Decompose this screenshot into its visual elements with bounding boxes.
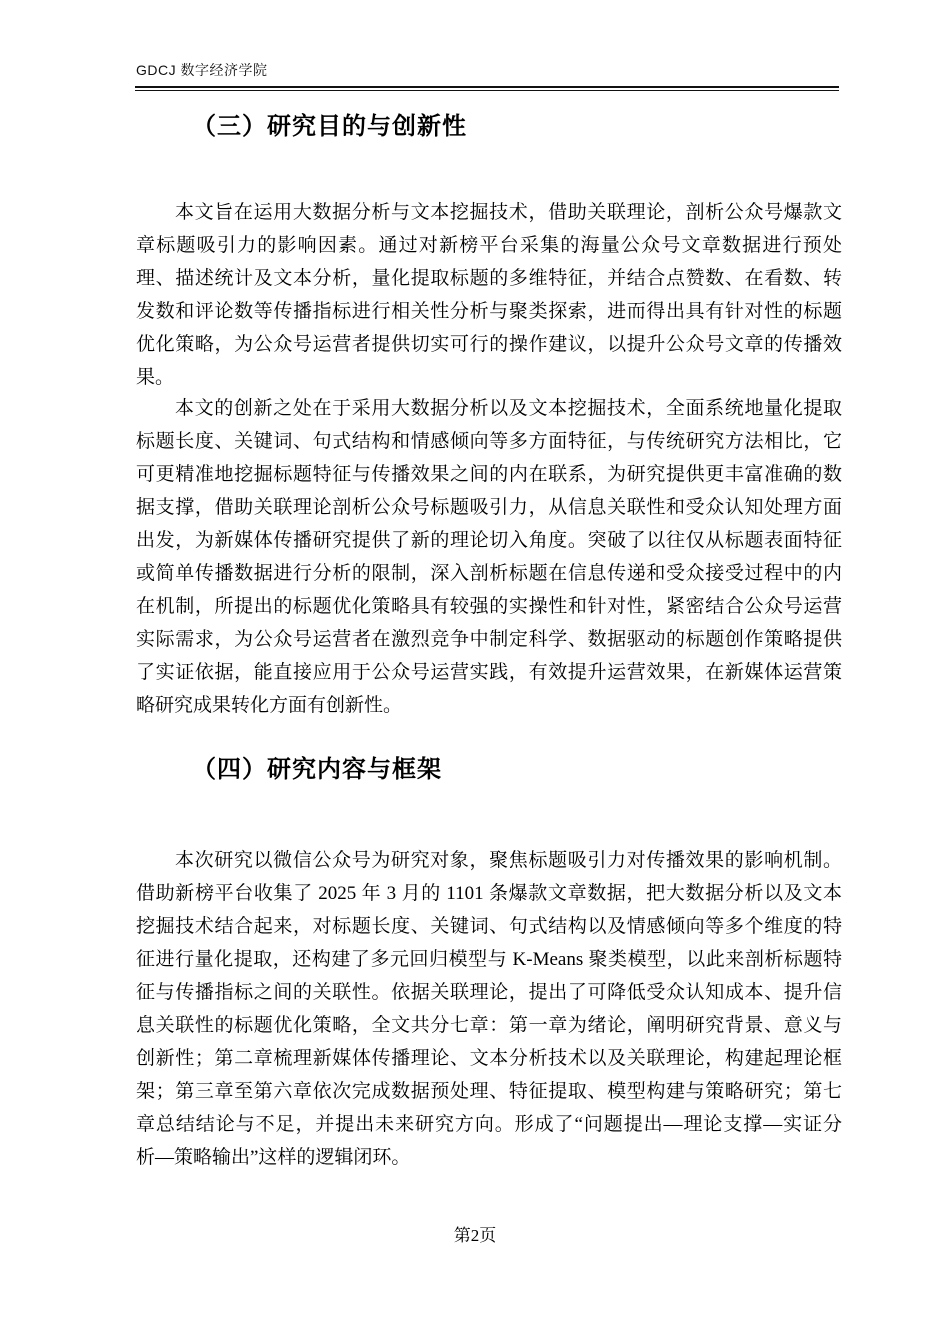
paragraph-line: 了实证依据，能直接应用于公众号运营实践，有效提升运营效果，在新媒体运营策: [136, 662, 842, 683]
paragraph-line: 可更精准地挖掘标题特征与传播效果之间的内在联系，为研究提供更丰富准确的数: [136, 464, 842, 485]
header-school-name: GDCJ 数字经济学院: [136, 62, 268, 78]
paragraph-line: 本次研究以微信公众号为研究对象，聚焦标题吸引力对传播效果的影响机制。: [175, 850, 842, 871]
paragraph: [136, 196, 842, 394]
paragraph-line: 创新性；第二章梳理新媒体传播理论、文本分析技术以及关联理论，构建起理论框: [136, 1048, 842, 1069]
paragraph-line: 析—策略输出”这样的逻辑闭环。: [136, 1147, 411, 1168]
paragraph-line: 章标题吸引力的影响因素。通过对新榜平台采集的海量公众号文章数据进行预处: [136, 235, 842, 256]
paragraph-line: 出发，为新媒体传播研究提供了新的理论切入角度。突破了以往仅从标题表面特征: [136, 530, 842, 551]
paragraph-line: 实际需求，为公众号运营者在激烈竞争中制定科学、数据驱动的标题创作策略提供: [136, 629, 842, 650]
paragraph-line: 征进行量化提取，还构建了多元回归模型与 K-Means 聚类模型，以此来剖析标题特: [136, 949, 842, 970]
paragraph-line: 借助新榜平台收集了 2025 年 3 月的 1101 条爆款文章数据，把大数据分析以及文本: [136, 883, 842, 904]
paragraph-line: 在机制，所提出的标题优化策略具有较强的实操性和针对性，紧密结合公众号运营: [136, 596, 842, 617]
paragraph-line: 本文旨在运用大数据分析与文本挖掘技术，借助关联理论，剖析公众号爆款文: [175, 202, 842, 223]
paragraph-line: 略研究成果转化方面有创新性。: [136, 695, 403, 716]
header-divider: [135, 86, 839, 91]
section-heading-research-purpose: （三）研究目的与创新性: [192, 113, 467, 140]
paragraph-line: 标题长度、关键词、句式结构和情感倾向等多方面特征，与传统研究方法相比，它: [136, 431, 842, 452]
paragraph-line: 息关联性的标题优化策略，全文共分七章：第一章为绪论，阐明研究背景、意义与: [136, 1015, 842, 1036]
paragraph: [136, 844, 842, 1174]
paragraph-line: 果。: [136, 367, 175, 388]
paragraph-line: 征与传播指标之间的关联性。依据关联理论，提出了可降低受众认知成本、提升信: [136, 982, 842, 1003]
paragraph-line: 或简单传播数据进行分析的限制，深入剖析标题在信息传递和受众接受过程中的内: [136, 563, 842, 584]
page-number: 第2页: [453, 1226, 497, 1245]
section-heading-research-content: （四）研究内容与框架: [192, 756, 442, 783]
paragraph: [136, 392, 842, 722]
paragraph-line: 理、描述统计及文本分析，量化提取标题的多维特征，并结合点赞数、在看数、转: [136, 268, 842, 289]
paragraph-line: 据支撑，借助关联理论剖析公众号标题吸引力，从信息关联性和受众认知处理方面: [136, 497, 842, 518]
paragraph-line: 章总结结论与不足，并提出未来研究方向。形成了“问题提出—理论支撑—实证分: [136, 1114, 842, 1135]
paragraph-line: 发数和评论数等传播指标进行相关性分析与聚类探索，进而得出具有针对性的标题: [136, 301, 842, 322]
paragraph-line: 优化策略，为公众号运营者提供切实可行的操作建议，以提升公众号文章的传播效: [136, 334, 842, 355]
paragraph-line: 本文的创新之处在于采用大数据分析以及文本挖掘技术，全面系统地量化提取: [175, 398, 842, 419]
paragraph-line: 架；第三章至第六章依次完成数据预处理、特征提取、模型构建与策略研究；第七: [136, 1081, 842, 1102]
paragraph-line: 挖掘技术结合起来，对标题长度、关键词、句式结构以及情感倾向等多个维度的特: [136, 916, 842, 937]
